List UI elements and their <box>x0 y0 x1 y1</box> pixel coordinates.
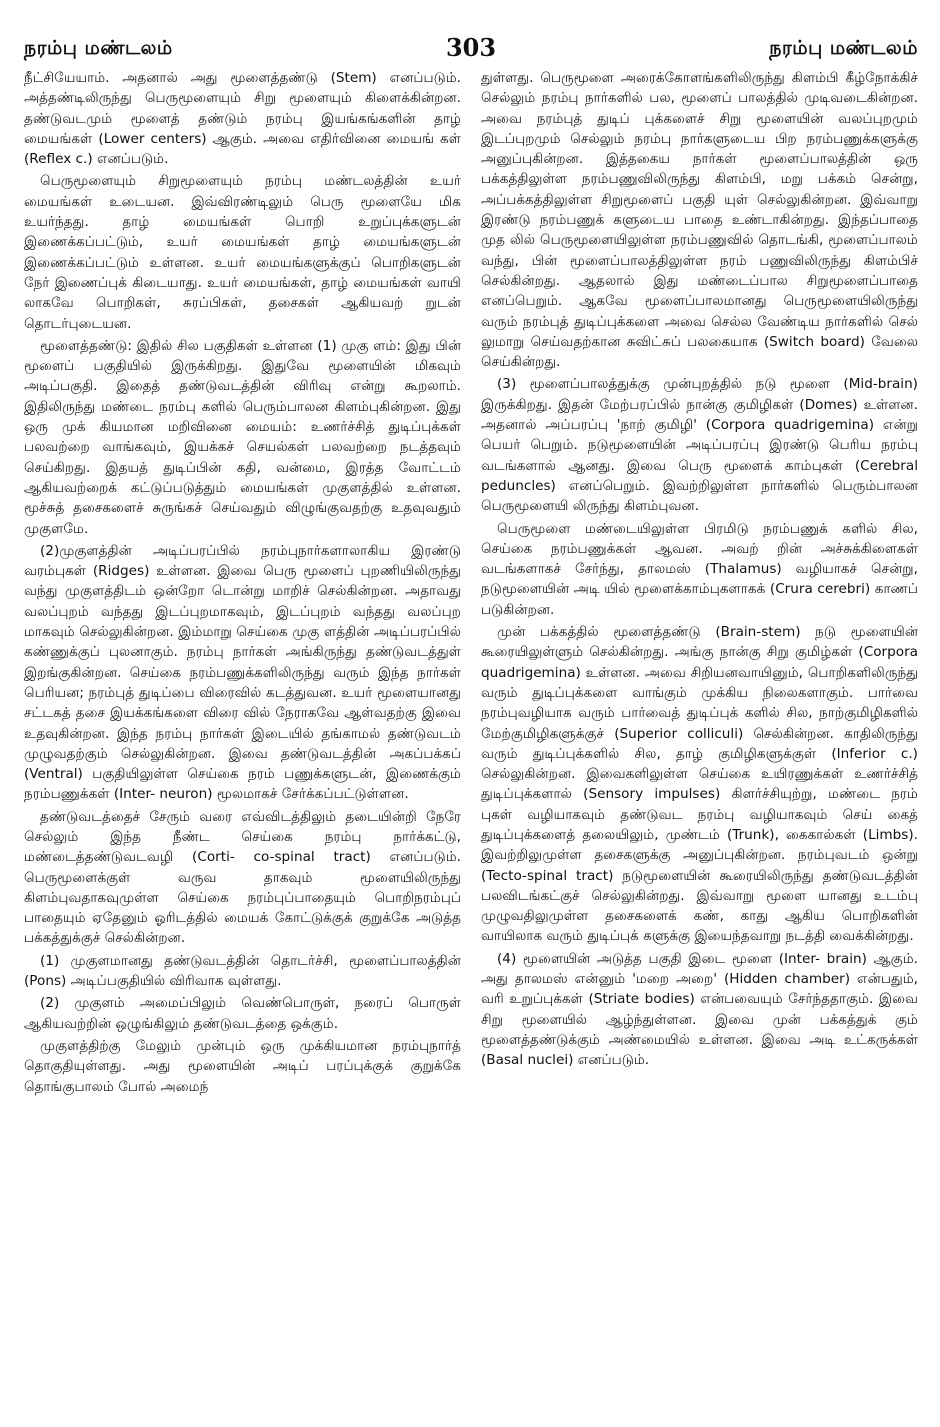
paragraph: முன் பக்கத்தில் மூளைத்தண்டு (Brain-stem) நடு மூளையின் கூரையிலுள்ளும் செல்கின்றது. அங்கு நான்கு சிறு குமிழ்கள் (Corpora quadrigemina) உள்ளன. அவை சிறியனவாயினும், பொறிகளிலிருந்து வரும் துடிப்புக்களை வாங்கும் முக்கிய நிலைகளாகும். பார்வை நரம்புவழியாக வரும் பார்வைத் துடிப்புக் களில் சில, நாற்குமிழிகளில் மேற்குமிழிகளுக்குச் (Superior colliculi) செல்கின்றன. காதிலிருந்து வரும் துடிப்புக்களில் சில, தாழ் குமிழிகளுக்குள் (Inferior c.) செல்லுகின்றன. இவைகளிலுள்ள செய்கை உயிரணுக்கள் உணர்ச்சித் துடிப்புக்களால் (Sensory impulses) கிளர்ச்சியுற்று, மண்டை நரம் புகள் வழியாகவும் தண்டுவட நரம்பு வழியாகவும் செய் கைத் துடிப்புக்களைத் தலையிலும், முண்டம் (Trunk), கைகால்கள் (Limbs). இவற்றிலுமுள்ள தசைகளுக்கு அனுப்புகின்றன. நரம்புவடம் ஒன்று (Tecto-spinal tract) நடுமூளையின் கூரையிலிருந்து தண்டுவடத்தின் பலவிடங்கட்குச் செல்லுகின்றது. இவ்வாறு மூளை யானது உடம்பு முழுவதிலுமுள்ள தசைகளைக் கண், காது ஆகிய பொறிகளின் வாயிலாக வரும் துடிப்புக் களுக்கு இயைந்தவாறு நடத்தி வைக்கின்றது. <box>481 624 918 945</box>
right-column <box>481 68 918 1099</box>
running-title-left: நரம்பு மண்டலம் <box>24 37 173 59</box>
paragraph: துள்ளது. பெருமூளை அரைக்கோளங்களிலிருந்து கிளம்பி கீழ்நோக்கிச் செல்லும் நரம்பு நார்களில் பல, மூளைப் பாலத்தில் முடிவடைகின்றன. அவை நரம்புத் துடிப் புக்களைச் சிறு மூளையின் வலப்புறமும் இடப்புறமும் செல்லும் நரம்பு நார்களுடைய பிற நரம்பணுக்களுக்கு அனுப்புகின்றன. இத்தகைய நார்கள் மூளைப்பாலத்தின் ஒரு பக்கத்திலுள்ள நரம்பணுவிலிருந்து கிளம்பி, மறு பக்கம் சென்று, அப்பக்கத்திலுள்ள சிறுமூளைப் பகுதி யுள் செல்லுகின்றன. இவ்வாறு இரண்டு நரம்பணுக் களுடைய பாதை உண்டாகின்றது. இந்தப்பாதை முத லில் பெருமூளையிலுள்ள நரம்பணுவில் தொடங்கி, மூளைப்பாலம் வந்து, பின் மூளைப்பாலத்திலுள்ள நரம் பணுவிலிருந்து கிளம்பிச் செல்கின்றது. ஆதலால் இது மண்டைப்பால சிறுமூளைப்பாதை எனப்பெறும். ஆகவே மூளைப்பாலமானது பெருமூளையிலிருந்து வரும் நரம்புத் துடிப்புக்களை அவை செல்ல வேண்டிய நார்களில் செல் லுமாறு செய்வதற்கான சுவிட்சுப் பலகையாக (Switch board) வேலை செய்கின்றது. <box>481 70 918 371</box>
paragraph: (1) முகுளமானது தண்டுவடத்தின் தொடர்ச்சி, மூளைப்பாலத்தின் (Pons) அடிப்பகுதியில் விரிவாக வுள்ளது. <box>24 952 461 990</box>
paragraph: (3) மூளைப்பாலத்துக்கு முன்புறத்தில் நடு மூளை (Mid-brain) இருக்கிறது. இதன் மேற்பரப்பில் நான்கு குமிழிகள் (Domes) உள்ளன. அதனால் அப்பரப்பு 'நாற் குமிழி' (Corpora quadrigemina) என்று பெயர் பெறும். நடுமூளையின் அடிப்பரப்பு இரண்டு பெரிய நரம்பு வடங்களால் ஆனது. இவை பெரு மூளைக் காம்புகள் (Cerebral peduncles) எனப்பெறும். இவற்றிலுள்ள நார்களில் பெரும்பாலன பெருமூளையி லிருந்து கிளம்புவன. <box>481 376 918 515</box>
paragraph: (2) முகுளம் அமைப்பிலும் வெண்பொருள், நரைப் பொருள் ஆகியவற்றின் ஒழுங்கிலும் தண்டுவடத்தை ஒக்கும். <box>24 995 461 1032</box>
paragraph: முகுளத்திற்கு மேலும் முன்பும் ஒரு முக்கியமான நரம்புநார்த் தொகுதியுள்ளது. அது மூளையின் அடிப் பரப்புக்குக் குறுக்கே தொங்குபாலம் போல் அமைந் <box>24 1037 461 1095</box>
page-number: 303 <box>445 33 497 62</box>
paragraph: (2)முகுளத்தின் அடிப்பரப்பில் நரம்புநார்களாலாகிய இரண்டு வரம்புகள் (Ridges) உள்ளன. இவை பெரு மூளைப் புறணியிலிருந்து வந்து முகுளத்திடம் ஒன்றோ டொன்று மாறிச் செல்கின்றன. அதாவது வலப்புறம் வந்தது இடப்புறமாகவும், இடப்புறம் வந்தது வலப்புற மாகவும் செல்லுகின்றன. இம்மாறு செய்கை முகு ளத்தின் அடிப்பரப்பில் கண்ணுக்குப் புலனாகும். நரம்பு நார்கள் அங்கிருந்து தண்டுவடத்துள் இறங்குகின்றன. செய்கை நரம்பணுக்களிலிருந்து வரும் இந்த நார்கள் பெரியன; நரம்புத் துடிப்பை விரைவில் கடத்துவன. உயர் மூளையானது சட்டகத் தசை இயக்கங்களை விரை வில் நேராகவே ஆள்வதற்கு இவை உதவுகின்றன. இந்த நரம்பு நார்கள் இடையில் தங்காமல் தண்டுவடம் முழுவதற்கும் செல்லுகின்றன. இவை தண்டுவடத்தின் அகப்பக்கப் (Ventral) பகுதியிலுள்ள செய்கை நரம் பணுக்களுடன், இணைக்கும் நரம்பணுக்கள் (Inter- neuron) மூலமாகச் சேர்க்கப்பட்டுள்ளன. <box>24 542 461 803</box>
paragraph: பெருமூளை மண்டையிலுள்ள பிரமிடு நரம்பணுக் களில் சில, செய்கை நரம்பணுக்கள் ஆவன. அவற் றின் அச்சுக்கிளைகள் வடங்களாகச் சேர்ந்து, தாலமஸ் (Thalamus) வழியாகச் சென்று, நடுமூளையின் அடி யில் மூளைக்காம்புகளாகக் (Crura cerebri) காணப் படுகின்றன. <box>481 520 918 618</box>
paragraph: பெருமூளையும் சிறுமூளையும் நரம்பு மண்டலத்தின் உயர் மையங்கள் உடையன. இவ்விரண்டிலும் பெரு மூளையே மிக உயர்ந்தது. தாழ் மையங்கள் பொறி உறுப்புக்களுடன் இணைக்கப்பட்டும், உயர் மையங்கள் தாழ் மையங்களுடன் இணைக்கப்பட்டும் உள்ளன. உயர் மையங்களுக்குப் பொறிகளுடன் நேர் இணைப்புக் கிடையாது. உயர் மையங்கள், தாழ் மையங்கள் வாயி லாகவே பொறிகள், சுரப்பிகள், தசைகள் ஆகியவற் றுடன் தொடர்புடையன. <box>24 173 461 332</box>
paragraph: மூளைத்தண்டு: இதில் சில பகுதிகள் உள்ளன (1) முகு ளம்: இது பின் மூளைப் பகுதியில் இருக்கிறது. இதுவே மூளையின் மிகவும் அடிப்பகுதி. இதைத் தண்டுவடத்தின் விரிவு என்று கூறலாம். இதிலிருந்து மண்டை நரம்பு களில் பெரும்பாலன கிளம்புகின்றன. இது ஒரு முக் கியமான மறிவினை மையம்: உணர்ச்சித் துடிப்புக்கள் பலவற்றை வாங்கவும், இயக்கச் செயல்கள் பலவற்றை நடத்தவும் செய்கிறது. இதயத் துடிப்பின் கதி, வன்மை, இரத்த வோட்டம் ஆகியவற்றைக் கட்டுப்படுத்தும் மையங்கள் முகுளத்தில் உள்ளன. மூச்சுத் தசைகளைச் சுருங்கச் செய்வதும் விழுங்குவதற்கு உதவுவதும் முகுளமே. <box>24 337 461 537</box>
running-title-right: நரம்பு மண்டலம் <box>769 37 918 59</box>
paragraph: (4) மூளையின் அடுத்த பகுதி இடை மூளை (Inter- brain) ஆகும். அது தாலமஸ் என்னும் 'மறை அறை' (Hidden chamber) என்பதும், வரி உறுப்புக்கள் (Striate bodies) என்பவையும் சேர்ந்ததாகும். இவை சிறு மூளையில் ஆழ்ந்துள்ளன. இவை முன் பக்கத்துக் கும் மூளைத்தண்டுக்கும் அண்மையில் உள்ளன. இவை அடி உட்கருக்கள் (Basal nuclei) எனப்படும். <box>481 950 918 1069</box>
paragraph: தண்டுவடத்தைச் சேரும் வரை எவ்விடத்திலும் தடையின்றி நேரே செல்லும் இந்த நீண்ட செய்கை நரம்பு நார்க்கட்டு, மண்டைத்தண்டுவடவழி (Corti- co-spinal tract) எனப்படும். பெருமூளைக்குள் வருவ தாகவும் மூளையிலிருந்து கிளம்புவதாகவுமுள்ள செய்கை நரம்புப்பாதையும் பொறிநரம்புப் பாதையும் ஏதேனும் ஓரிடத்தில் மையக் கோட்டுக்குக் குறுக்கே அடுத்த பக்கத்துக்குச் செல்கின்றன. <box>24 808 461 947</box>
left-column <box>24 68 461 1099</box>
page-header <box>24 28 918 62</box>
text-columns <box>24 68 918 1099</box>
paragraph: நீட்சியேயாம். அதனால் அது மூளைத்தண்டு (Stem) எனப்படும். அத்தண்டிலிருந்து பெருமூளையும் சிறு மூளையும் கிளைக்கின்றன. தண்டுவடமும் மூளைத் தண்டும் நரம்பு இயங்கங்களின் தாழ் மையங்கள் (Lower centers) ஆகும். அவை எதிர்வினை மையங் கள் (Reflex c.) எனப்படும். <box>24 70 461 168</box>
